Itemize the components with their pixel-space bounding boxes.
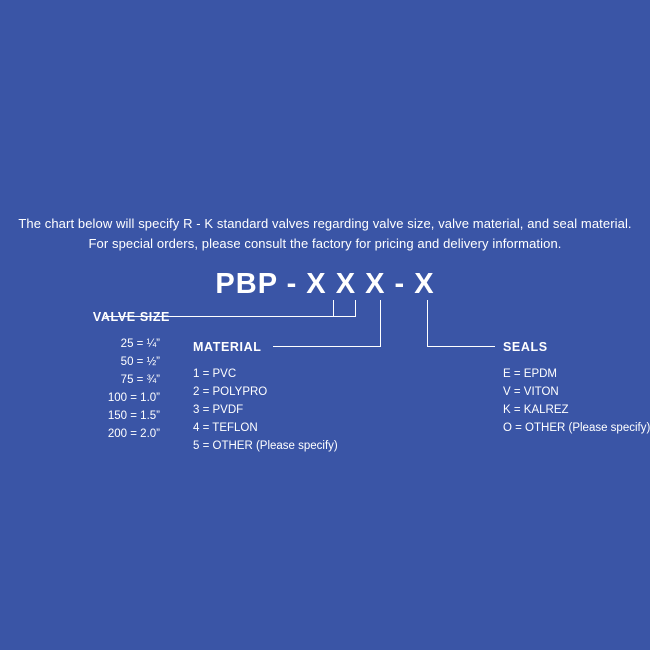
list-item: O = OTHER (Please specify): [503, 422, 650, 434]
list-item: 100 = 1.0”: [107, 392, 160, 404]
intro-line-2: For special orders, please consult the factory for pricing and delivery information.: [88, 236, 562, 251]
list-item: 1 = PVC: [193, 368, 237, 380]
group-material-items: [193, 365, 393, 455]
group-material-title: MATERIAL: [193, 340, 262, 354]
list-item: 150 = 1.5”: [107, 410, 160, 422]
list-item: 50 = ½”: [120, 356, 160, 368]
list-item: E = EPDM: [503, 368, 558, 380]
group-material: [193, 340, 393, 455]
leader-line-seals-vertical: [427, 300, 428, 346]
group-valve-size-items: [10, 335, 170, 443]
list-item: 3 = PVDF: [193, 404, 244, 416]
group-valve-size: [10, 310, 170, 443]
intro-line-1: The chart below will specify R - K standard valves regarding valve size, valve material, and seal material.: [18, 216, 632, 231]
list-item: 200 = 2.0”: [107, 428, 160, 440]
list-item: 2 = POLYPRO: [193, 386, 268, 398]
part-number-code: PBP - X X X - X: [215, 268, 435, 300]
leader-line-seals-horizontal: [427, 346, 495, 347]
list-item: 25 = ¼”: [120, 338, 160, 350]
group-valve-size-title: VALVE SIZE: [92, 310, 170, 324]
list-item: 4 = TEFLON: [193, 422, 258, 434]
leader-line-valve-size-vertical-right: [355, 300, 356, 317]
group-seals: [503, 340, 650, 437]
list-item: 5 = OTHER (Please specify): [193, 440, 338, 452]
group-seals-items: [503, 365, 650, 437]
group-seals-title: SEALS: [503, 340, 548, 354]
list-item: K = KALREZ: [503, 404, 569, 416]
list-item: V = VITON: [503, 386, 559, 398]
list-item: 75 = ¾”: [120, 374, 160, 386]
intro-paragraph: [0, 214, 650, 254]
leader-line-valve-size-vertical-left: [333, 300, 334, 317]
